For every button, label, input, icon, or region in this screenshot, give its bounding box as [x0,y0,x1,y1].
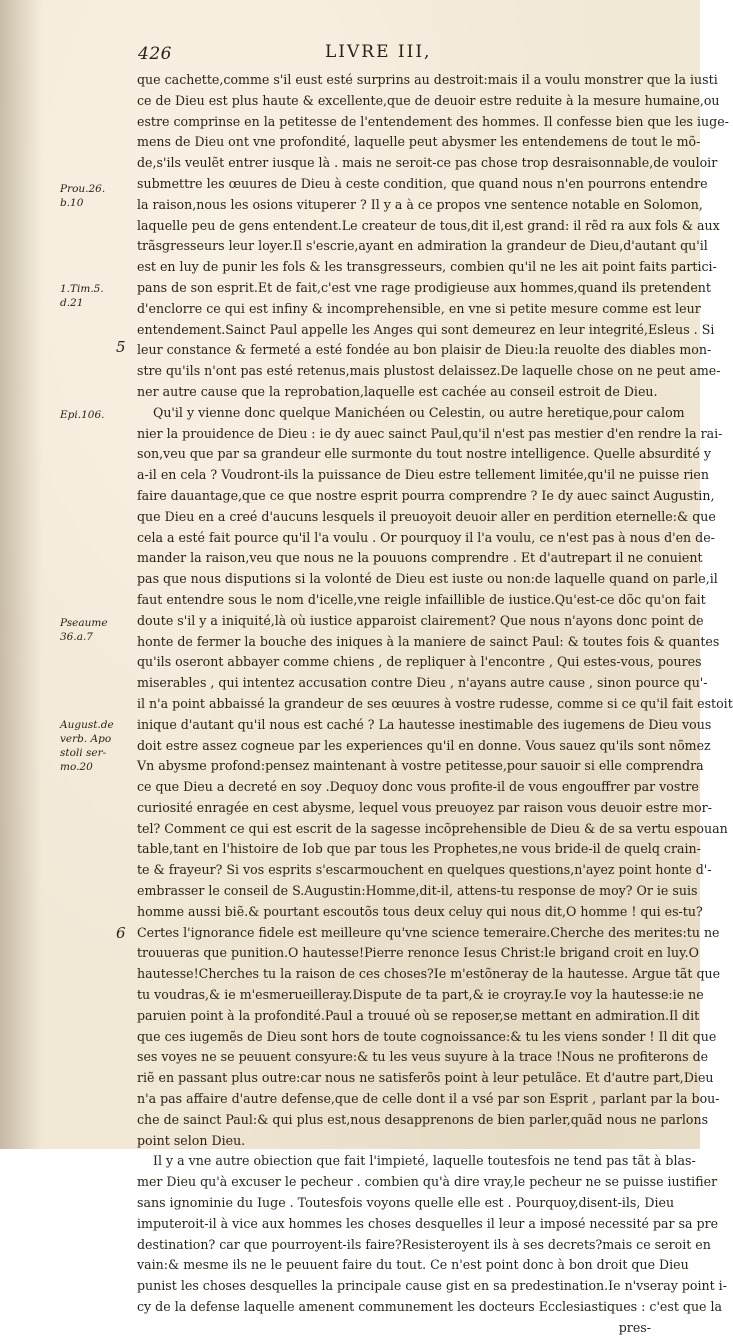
text-line: doit estre assez cogneue par les experiences qu'il en donne. Vous sauez qu'ils sont nõmez [137,737,711,753]
section-number-5: 5 [116,338,126,356]
text-line: faut entendre sous le nom d'icelle,vne reigle infaillible de iustice.Qu'est-ce dõc qu'on fait [137,591,706,607]
text-line: nier la prouidence de Dieu : ie dy auec sainct Paul,qu'il n'est pas mestier d'en rendre la rai- [137,425,723,441]
text-line: mer Dieu qu'à excuser le pecheur . combien qu'à dire vray,le pecheur ne se puisse iustifier [137,1174,718,1190]
text-line: son,veu que par sa grandeur elle surmonte du tout nostre intelligence. Quelle absurdité y [137,446,711,462]
text-line: cela a esté fait pource qu'il l'a voulu . Or pourquoy il l'a voulu, ce n'est pas à nous d'en de- [137,529,715,545]
text-line: stre qu'ils n'ont pas esté retenus,mais plustost delaissez.De laquelle chose on ne peut ame- [137,363,721,379]
text-line: mander la raison,veu que nous ne la pouuons comprendre . Et d'autrepart il ne conuient [137,550,703,566]
margin-note-line: Epi.106. [60,409,105,421]
text-line: submettre les œuures de Dieu à ceste condition, que quand nous n'en pourrons entendre [137,175,708,191]
paragraph [137,1151,727,1338]
margin-note-1 [60,182,128,210]
text-line: miserables , qui intentez accusation contre Dieu , n'ayans autre cause , sinon pource qu'- [137,675,708,691]
margin-note-5 [60,718,128,774]
margin-note-line: b.10 [60,197,84,209]
margin-note-3 [60,408,128,422]
text-line: il n'a point abbaissé la grandeur de ses œuures à vostre rudesse, comme si ce qu'il fait estoit [137,695,733,711]
text-line: point selon Dieu. [137,1132,246,1148]
text-line: honte de fermer la bouche des iniques à la maniere de sainct Paul: & toutes fois & quantes [137,633,720,649]
text-line: d'enclorre ce qui est infiny & incomprehensible, en vne si petite mesure comme est leur [137,300,701,316]
text-line: a-il en cela ? Voudront-ils la puissance de Dieu estre tellement limitée,qu'il ne puisse rien [137,467,709,483]
text-line: destination? car que pourroyent-ils faire?Resisteroyent ils à ses decrets?mais ce seroit en [137,1236,711,1252]
margin-note-line: Prou.26. [60,183,106,195]
margin-note-line: d.21 [60,297,84,309]
text-line: pans de son esprit.Et de fait,c'est vne rage prodigieuse aux hommes,quand ils pretendent [137,279,711,295]
text-line: Vn abysme profond:pensez maintenant à vostre petitesse,pour sauoir si elle comprendra [137,758,704,774]
text-line: doute s'il y a iniquité,là où iustice apparoist clairement? Que nous n'ayons donc point de [137,612,704,628]
section-number-6: 6 [116,924,126,942]
page-fold-shadow [0,0,42,1149]
paragraph [137,403,733,1152]
text-line: homme aussi biẽ.& pourtant escoutõs tous deux celuy qui nous dit,O homme ! qui es-tu? [137,903,703,919]
margin-note-line: August.de [60,719,114,731]
text-line: mens de Dieu ont vne profondité, laquelle peut abysmer les entendemens de tout le mõ- [137,134,701,150]
text-line: n'a pas affaire d'autre defense,que de celle dont il a vsé par son Esprit , parlant par la bou- [137,1091,720,1107]
margin-note-line: verb. Apo [60,733,112,745]
text-line: vain:& mesme ils ne le peuuent faire du tout. Ce n'est point donc à bon droit que Dieu [137,1257,689,1273]
text-line: Il y a vne autre obiection que fait l'impieté, laquelle toutesfois ne tend pas tãt à blas- [153,1153,696,1169]
text-line: faire dauantage,que ce que nostre esprit pourra comprendre ? Ie dy auec sainct Augustin, [137,487,715,503]
margin-note-line: 36.a.7 [60,631,93,643]
text-line: ner autre cause que la reprobation,laquelle est cachée au conseil estroit de Dieu. [137,383,658,399]
margin-note-line: stoli ser- [60,747,107,759]
text-line: inique d'autant qu'il nous est caché ? La hautesse inestimable des iugemens de Dieu vous [137,716,712,732]
text-line: trãsgresseurs leur loyer.Il s'escrie,ayant en admiration la grandeur de Dieu,d'autant qu'il [137,238,708,254]
text-line: table,tant en l'histoire de Iob que par tous les Prophetes,ne vous bride-il de quelq crain- [137,841,701,857]
text-line: paruien point à la profondité.Paul a trouué où se reposer,se mettant en admiration.Il dit [137,1007,700,1023]
text-line: hautesse!Cherches tu la raison de ces choses?Ie m'estõneray de la hautesse. Argue tãt que [137,966,721,982]
margin-note-2 [60,282,128,310]
margin-note-line: 1.Tim.5. [60,283,104,295]
margin-note-line: Pseaume [60,617,108,629]
text-line: que ces iugemẽs de Dieu sont hors de toute cognoissance:& tu les viens sonder ! Il dit que [137,1028,717,1044]
text-line: riẽ en passant plus outre:car nous ne satisferõs point à leur petulãce. Et d'autre part,Dieu [137,1070,714,1086]
text-line: qu'ils oseront abbayer comme chiens , de repliquer à l'encontre , Qui estes-vous, poures [137,654,702,670]
margin-note-4 [60,616,128,644]
text-line: trouueras que punition.O hautesse!Pierre renonce Iesus Christ:le brigand croit en luy.O [137,945,699,961]
text-line: de,s'ils veulẽt entrer iusque là . mais ne seroit-ce pas chose trop desraisonnable,de vouloir [137,155,718,171]
text-line: entendement.Sainct Paul appelle les Anges qui sont demeurez en leur integrité,Esleus . Si [137,321,715,337]
text-line: ce que Dieu a decreté en soy .Dequoy donc vous profite-il de vous engouffrer par vostre [137,779,699,795]
text-line: que Dieu en a creé d'aucuns lesquels il preuoyoit deuoir aller en perdition eternelle:& que [137,508,716,524]
text-line: tu voudras,& ie m'esmerueilleray.Dispute de ta part,& ie croyray.Ie voy la hautesse:ie ne [137,987,704,1003]
paragraph [137,70,729,403]
text-line: che de sainct Paul:& qui plus est,nous desapprenons de bien parler,quãd nous ne parlons [137,1111,709,1127]
text-line: laquelle peu de gens entendent.Le createur de tous,dit il,est grand: il rẽd ra aux fols & aux [137,217,720,233]
text-line: ce de Dieu est plus haute & excellente,que de deuoir estre reduite à la mesure humaine,ou [137,92,720,108]
text-line: Certes l'ignorance fidele est meilleure qu'vne science temeraire.Cherche des merites:tu ne [137,924,720,940]
margin-note-line: mo.20 [60,761,93,773]
text-line: pas que nous disputions si la volonté de Dieu est iuste ou non:de laquelle quand on parle,il [137,571,718,587]
text-line: estre comprinse en la petitesse de l'entendement des hommes. Il confesse bien que les iuge- [137,113,729,129]
text-line: que cachette,comme s'il eust esté surprins au destroit:mais il a voulu monstrer que la iusti [137,72,718,87]
text-line: la raison,nous les osions vituperer ? Il y a à ce propos vne sentence notable en Solomon, [137,196,703,212]
text-line: cy de la defense laquelle amenent communement les docteurs Ecclesiastiques : c'est que la [137,1299,723,1315]
text-line: est en luy de punir les fols & les transgresseurs, combien qu'il ne les ait point faits partici- [137,259,717,275]
text-line: imputeroit-il à vice aux hommes les choses desquelles il leur a imposé necessité par sa pre [137,1215,719,1231]
text-line: pres- [618,1319,651,1335]
text-line: embrasser le conseil de S.Augustin:Homme,dit-il, attens-tu response de moy? Or ie suis [137,883,698,899]
running-head: LIVRE III, [325,42,432,62]
body-text [137,70,733,1339]
text-line: te & frayeur? Si vos esprits s'escarmouchent en quelques questions,n'ayez point honte d'- [137,862,712,878]
page-number: 426 [138,44,172,64]
text-line: curiosité enragée en cest abysme, lequel vous preuoyez par raison vous deuoir estre mor- [137,799,712,815]
text-line: Qu'il y vienne donc quelque Manichéen ou Celestin, ou autre heretique,pour calom [153,404,685,420]
text-line: punist les choses desquelles la principale cause gist en sa predestination.Ie n'vseray point i- [137,1278,727,1294]
text-line: ses voyes ne se peuuent consyure:& tu les veus suyure à la trace !Nous ne profiterons de [137,1049,709,1065]
text-line: tel? Comment ce qui est escrit de la sagesse incõprehensible de Dieu & de sa vertu espouan [137,820,728,836]
text-line: sans ignominie du Iuge . Toutesfois voyons quelle elle est . Pourquoy,disent-ils, Dieu [137,1195,675,1211]
text-line: leur constance & fermeté a esté fondée au bon plaisir de Dieu:la reuolte des diables mon- [137,342,712,358]
